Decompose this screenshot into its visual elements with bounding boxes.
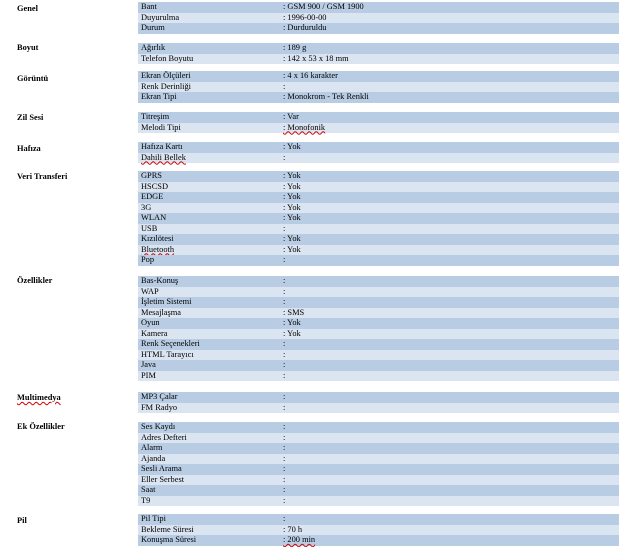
category-hafiza: Hafıza xyxy=(17,144,41,153)
spec-row-mesajlasma xyxy=(138,308,619,319)
spec-label: Titreşim xyxy=(141,112,170,121)
spec-label: Ses Kaydı xyxy=(141,422,176,431)
spec-row-bant xyxy=(138,2,619,13)
spec-row-3g xyxy=(138,203,619,214)
spec-value: : xyxy=(283,402,286,412)
spec-row-edge xyxy=(138,192,619,203)
spec-label: Bluetooth xyxy=(141,244,175,254)
category-ek-ozellikler: Ek Özellikler xyxy=(17,422,65,431)
spec-label: Ekran Tipi xyxy=(141,92,177,101)
spec-row-kizilotesi xyxy=(138,234,619,245)
spec-value: : Yok xyxy=(283,318,301,327)
spec-row-ekran-olculeri xyxy=(138,71,619,82)
spec-value: : xyxy=(283,349,286,359)
spec-label: Adres Defteri xyxy=(141,432,187,442)
spec-row-alarm xyxy=(138,443,619,454)
spec-label: FM Radyo xyxy=(141,402,178,412)
spec-label: Bekleme Süresi xyxy=(141,524,194,534)
spec-row-renk-derinligi xyxy=(138,82,619,93)
spec-value: : xyxy=(283,223,286,233)
spec-row-ajanda xyxy=(138,454,619,465)
spec-row-ekran-tipi xyxy=(138,92,619,103)
spec-row-eller-serbest xyxy=(138,475,619,486)
spec-value: : Durduruldu xyxy=(283,23,327,32)
spec-label: Bant xyxy=(141,2,157,11)
spec-value: : Yok xyxy=(283,234,301,243)
spec-value: : xyxy=(283,276,286,285)
spec-label: Alarm xyxy=(141,443,163,452)
spec-value: : xyxy=(283,286,286,296)
spec-value: : SMS xyxy=(283,307,305,317)
spec-value: : xyxy=(283,514,286,523)
spec-label: GPRS xyxy=(141,171,162,180)
spec-label: WLAN xyxy=(141,213,167,222)
spec-row-telefon-boyutu xyxy=(138,54,619,65)
spec-value: : xyxy=(283,297,286,306)
spec-row-mp3-calar xyxy=(138,392,619,403)
spec-value: : 1996-00-00 xyxy=(283,12,327,22)
spec-value: : GSM 900 / GSM 1900 xyxy=(283,2,364,11)
spec-label: Konuşma Süresi xyxy=(141,535,197,544)
spec-label: Dahili Bellek xyxy=(141,152,186,162)
spec-label: Renk Seçenekleri xyxy=(141,339,200,348)
spec-row-sesli-arama xyxy=(138,464,619,475)
spec-row-bekleme-suresi xyxy=(138,525,619,536)
spec-label: Telefon Boyutu xyxy=(141,53,194,63)
spec-label: T9 xyxy=(141,495,151,505)
spec-value: : 189 g xyxy=(283,43,307,52)
spec-row-gprs xyxy=(138,171,619,182)
spec-label: Kızılötesi xyxy=(141,234,174,243)
spec-row-html-tarayici xyxy=(138,350,619,361)
spec-row-usb xyxy=(138,224,619,235)
spec-label: 3G xyxy=(141,202,152,212)
spec-value: : Yok xyxy=(283,142,301,151)
spec-row-hscsd xyxy=(138,182,619,193)
spec-row-durum xyxy=(138,23,619,34)
spec-label: Renk Derinliği xyxy=(141,81,192,91)
spec-row-agirlik xyxy=(138,43,619,54)
spec-value: : xyxy=(283,453,286,463)
spec-row-t9 xyxy=(138,496,619,507)
spec-label: Melodi Tipi xyxy=(141,122,181,132)
spec-label: MP3 Çalar xyxy=(141,392,178,401)
spec-row-bas-konus xyxy=(138,276,619,287)
spec-label: Oyun xyxy=(141,318,160,327)
spec-value: : xyxy=(283,81,286,91)
spec-row-pop xyxy=(138,255,619,266)
spec-label: Durum xyxy=(141,23,165,32)
spec-row-bluetooth xyxy=(138,245,619,256)
spec-label: Ağırlık xyxy=(141,43,166,52)
spec-row-saat xyxy=(138,485,619,496)
spec-value: : Monokrom - Tek Renkli xyxy=(283,92,369,101)
spec-label: WAP xyxy=(141,286,159,296)
spec-value: : Var xyxy=(283,112,299,121)
spec-row-i-sletim-sistemi xyxy=(138,297,619,308)
spec-label: İşletim Sistemi xyxy=(141,297,192,306)
spec-row-wlan xyxy=(138,213,619,224)
spec-value: : Yok xyxy=(283,181,301,191)
spec-value: : xyxy=(283,392,286,401)
spec-row-wap xyxy=(138,287,619,298)
spec-value: : Yok xyxy=(283,244,301,254)
spec-row-dahili-bellek xyxy=(138,153,619,164)
category-genel: Genel xyxy=(17,4,38,13)
spec-row-oyun xyxy=(138,318,619,329)
spec-value: : xyxy=(283,339,286,348)
spec-label: Duyurulma xyxy=(141,12,180,22)
spec-label: PIM xyxy=(141,370,156,380)
spec-value: : xyxy=(283,485,286,494)
spec-row-fm-radyo xyxy=(138,403,619,414)
spec-value: : xyxy=(283,474,286,484)
spec-value: : Yok xyxy=(283,213,301,222)
spec-value: : Yok xyxy=(283,171,301,180)
spec-label: Hafıza Kartı xyxy=(141,142,183,151)
spec-value: : xyxy=(283,360,286,369)
spec-value: : 4 x 16 karakter xyxy=(283,71,338,80)
spec-row-pil-tipi xyxy=(138,514,619,525)
spec-value: : 142 x 53 x 18 mm xyxy=(283,53,349,63)
spec-value: : xyxy=(283,432,286,442)
spec-value: : xyxy=(283,464,286,473)
spec-label: Mesajlaşma xyxy=(141,307,182,317)
spec-row-duyurulma xyxy=(138,13,619,24)
spec-row-ses-kaydi xyxy=(138,422,619,433)
spec-label: Saat xyxy=(141,485,156,494)
spec-row-titresim xyxy=(138,112,619,123)
spec-row-java xyxy=(138,360,619,371)
spec-label: USB xyxy=(141,223,158,233)
spec-row-konusma-suresi xyxy=(138,535,619,546)
category-ozellikler: Özellikler xyxy=(17,276,53,285)
spec-value: : xyxy=(283,495,286,505)
spec-row-kamera xyxy=(138,329,619,340)
spec-value: : Monofonik xyxy=(283,122,326,132)
spec-label: EDGE xyxy=(141,192,164,201)
spec-value: : xyxy=(283,422,286,431)
spec-label: Eller Serbest xyxy=(141,474,185,484)
spec-value: : Yok xyxy=(283,202,301,212)
spec-label: Ajanda xyxy=(141,453,166,463)
spec-label: HTML Tarayıcı xyxy=(141,349,194,359)
spec-label: Sesli Arama xyxy=(141,464,182,473)
spec-label: Kamera xyxy=(141,328,168,338)
spec-label: HSCSD xyxy=(141,181,168,191)
spec-value: : Yok xyxy=(283,328,301,338)
category-pil: Pil xyxy=(17,516,27,525)
category-zil-sesi: Zil Sesi xyxy=(17,113,44,122)
spec-value: : Yok xyxy=(283,192,301,201)
spec-value: : xyxy=(283,255,286,264)
spec-row-adres-defteri xyxy=(138,433,619,444)
spec-value: : 70 h xyxy=(283,524,303,534)
spec-label: Ekran Ölçüleri xyxy=(141,71,191,80)
category-boyut: Boyut xyxy=(17,43,39,52)
spec-row-melodi-tipi xyxy=(138,123,619,134)
spec-row-renk-secenekleri xyxy=(138,339,619,350)
spec-label: Bas-Konuş xyxy=(141,276,179,285)
category-multimedya: Multimedya xyxy=(17,393,61,402)
spec-value: : xyxy=(283,370,286,380)
category-veri-transferi: Veri Transferi xyxy=(17,172,68,181)
spec-label: Pil Tipi xyxy=(141,514,166,523)
category-goruntu: Görüntü xyxy=(17,74,49,83)
spec-label: Pop xyxy=(141,255,155,264)
spec-row-hafiza-karti xyxy=(138,142,619,153)
spec-value: : xyxy=(283,443,286,452)
spec-value: : 200 min xyxy=(283,535,316,544)
spec-row-pim xyxy=(138,371,619,382)
spec-value: : xyxy=(283,152,286,162)
spec-label: Java xyxy=(141,360,156,369)
